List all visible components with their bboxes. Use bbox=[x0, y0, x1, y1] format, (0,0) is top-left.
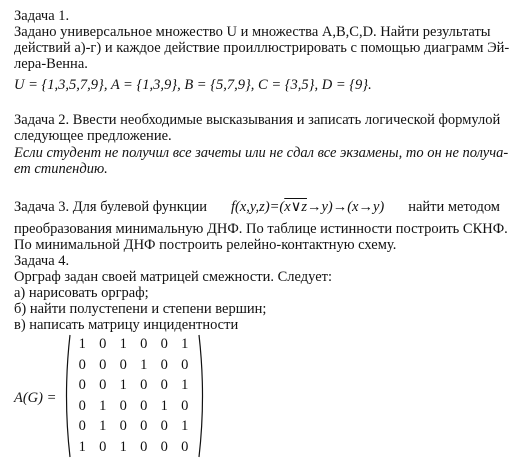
task3-line3: По минимальной ДНФ построить релейно-контактную схему. bbox=[14, 237, 397, 253]
matrix-cell: 0 bbox=[78, 377, 86, 394]
matrix-cell: 1 bbox=[119, 438, 127, 455]
matrix-cell: 1 bbox=[78, 438, 86, 455]
matrix-cell: 1 bbox=[78, 336, 86, 352]
adjacency-matrix bbox=[14, 334, 214, 462]
formula-overline: x∨z bbox=[284, 199, 307, 215]
matrix-cell: 0 bbox=[119, 397, 127, 414]
matrix-cell: 0 bbox=[140, 438, 148, 455]
matrix-cell: 1 bbox=[140, 356, 148, 373]
matrix-cell: 0 bbox=[160, 356, 168, 373]
matrix-cell: 1 bbox=[160, 397, 168, 414]
task4-title: Задача 4. bbox=[14, 253, 70, 269]
matrix-cell: 1 bbox=[181, 336, 189, 352]
task1-line2: действий а)-г) и каждое действие проиллюстрировать с помощью диаграмм Эй- bbox=[14, 40, 510, 56]
matrix-cell: 1 bbox=[181, 377, 189, 394]
matrix-cell: 0 bbox=[99, 336, 107, 352]
matrix-cell: 0 bbox=[119, 418, 127, 435]
task3-prefix: Задача 3. Для булевой функции bbox=[14, 199, 208, 215]
task3-suffix: найти методом bbox=[408, 199, 500, 215]
left-paren-icon bbox=[62, 334, 72, 458]
task2-title: Задача 2. Ввести необходимые высказывания и записать логической формулой bbox=[14, 112, 501, 128]
matrix-cell: 1 bbox=[119, 336, 127, 352]
task4-item-c: в) написать матрицу инцидентности bbox=[14, 317, 239, 333]
matrix-cell: 0 bbox=[99, 377, 107, 394]
task2-quote-line2: ет стипендию. bbox=[14, 161, 108, 177]
task4-line1: Орграф задан своей матрицей смежности. Следует: bbox=[14, 269, 333, 285]
task1-title: Задача 1. bbox=[14, 8, 70, 24]
matrix-cell: 1 bbox=[119, 377, 127, 394]
matrix-cell: 0 bbox=[78, 397, 86, 414]
matrix-cell: 0 bbox=[99, 356, 107, 373]
task3-line1 bbox=[14, 199, 500, 215]
formula-left: f(x,y,z)=( bbox=[231, 199, 285, 215]
task1-line1: Задано универсальное множество U и множества A,B,C,D. Найти результаты bbox=[14, 24, 491, 40]
matrix-cell: 0 bbox=[140, 397, 148, 414]
task2-line2: следующее предложение. bbox=[14, 128, 172, 144]
matrix-cell: 0 bbox=[160, 377, 168, 394]
task4-item-a: а) нарисовать орграф; bbox=[14, 285, 149, 301]
matrix-cell: 0 bbox=[119, 356, 127, 373]
right-paren-icon bbox=[197, 334, 207, 458]
matrix-cell: 1 bbox=[99, 418, 107, 435]
task4-item-b: б) найти полустепени и степени вершин; bbox=[14, 301, 267, 317]
matrix-cell: 0 bbox=[140, 377, 148, 394]
matrix-cell: 0 bbox=[181, 397, 189, 414]
matrix-cell: 0 bbox=[140, 336, 148, 352]
matrix-cell: 1 bbox=[181, 418, 189, 435]
matrix-cell: 0 bbox=[140, 418, 148, 435]
task1-sets: U = {1,3,5,7,9}, A = {1,3,9}, B = {5,7,9}, C = {3,5}, D = {9}. bbox=[14, 77, 372, 93]
matrix-cell: 0 bbox=[78, 356, 86, 373]
task2-quote-line1: Если студент не получил все зачеты или не сдал все экзамены, то он не получа- bbox=[14, 145, 509, 161]
task3-formula bbox=[231, 199, 384, 215]
task1-line3: лера-Венна. bbox=[14, 56, 88, 72]
matrix-cell: 0 bbox=[78, 418, 86, 435]
matrix-label: A(G) = bbox=[14, 390, 57, 406]
matrix-cell: 0 bbox=[160, 418, 168, 435]
matrix-cell: 1 bbox=[99, 397, 107, 414]
matrix-grid bbox=[72, 334, 195, 458]
formula-right: →y)→(x→y) bbox=[306, 199, 385, 215]
matrix-cell: 0 bbox=[181, 356, 189, 373]
task3-line2: преобразования минимальную ДНФ. По таблице истинности построить СКНФ. bbox=[14, 221, 508, 237]
matrix-cell: 0 bbox=[99, 438, 107, 455]
matrix-cell: 0 bbox=[181, 438, 189, 455]
matrix-cell: 0 bbox=[160, 438, 168, 455]
matrix-cell: 0 bbox=[160, 336, 168, 352]
